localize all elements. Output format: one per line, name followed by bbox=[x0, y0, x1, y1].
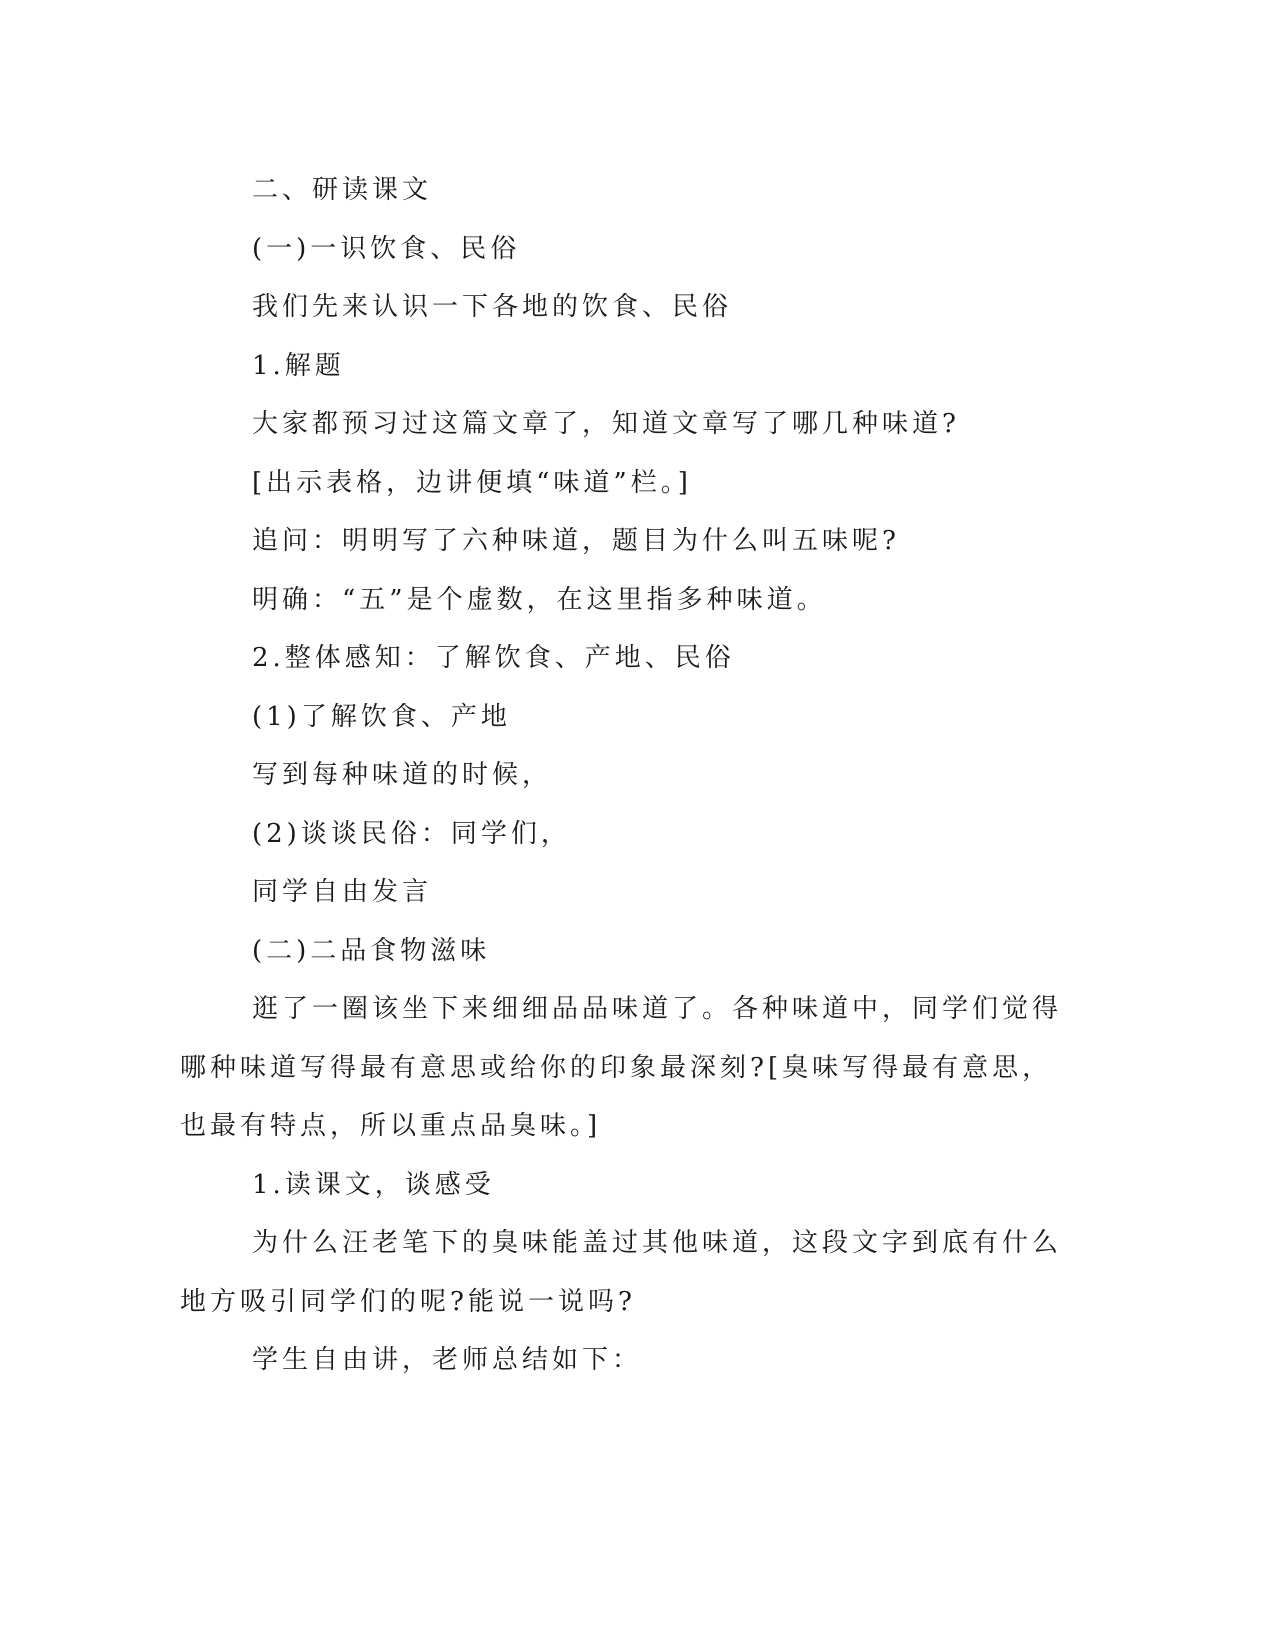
paragraph: 同学自由发言 bbox=[252, 877, 433, 907]
paragraph: 我们先来认识一下各地的饮食、民俗 bbox=[252, 292, 733, 322]
paragraph: 逛了一圈该坐下来细细品品味道了。各种味道中，同学们觉得哪种味道写得最有意思或给你的印象最深刻?[臭味写得最有意思，也最有特点，所以重点品臭味。] bbox=[180, 994, 1063, 1141]
paragraph: 明确：“五”是个虚数，在这里指多种味道。 bbox=[252, 584, 827, 615]
subsection-heading: (二)二品食物滋味 bbox=[252, 935, 491, 966]
step-heading: 1.解题 bbox=[252, 350, 345, 381]
paragraph: [出示表格，边讲便填“味道”栏。] bbox=[252, 467, 692, 498]
paragraph: 为什么汪老笔下的臭味能盖过其他味道，这段文字到底有什么地方吸引同学们的呢?能说一说吗? bbox=[180, 1228, 1063, 1317]
paragraph: 学生自由讲，老师总结如下： bbox=[252, 1345, 643, 1375]
document-body bbox=[180, 161, 1075, 1390]
section-heading: 二、研读课文 bbox=[252, 175, 433, 205]
step-subheading: (2)谈谈民俗：同学们， bbox=[252, 818, 571, 849]
paragraph: 追问：明明写了六种味道，题目为什么叫五味呢? bbox=[252, 526, 900, 556]
subsection-heading: (一)一识饮食、民俗 bbox=[252, 233, 521, 264]
step-subheading: (1)了解饮食、产地 bbox=[252, 701, 511, 732]
step-heading: 1.读课文，谈感受 bbox=[252, 1169, 495, 1200]
step-heading: 2.整体感知：了解饮食、产地、民俗 bbox=[252, 643, 735, 673]
paragraph: 大家都预习过这篇文章了，知道文章写了哪几种味道? bbox=[252, 409, 960, 439]
paragraph: 写到每种味道的时候， bbox=[252, 760, 553, 790]
